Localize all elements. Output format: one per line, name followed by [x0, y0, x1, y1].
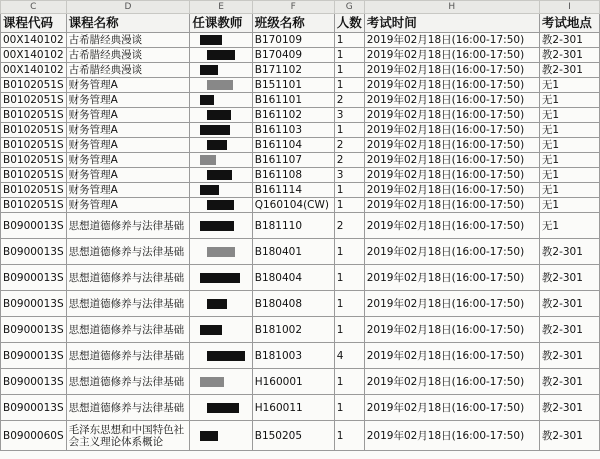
cell-course-name[interactable]: 财务管理A	[66, 198, 190, 213]
cell-student-count[interactable]: 4	[334, 343, 364, 369]
cell-exam-place[interactable]: 无1	[539, 213, 599, 239]
cell-teacher-redacted[interactable]	[190, 421, 252, 451]
table-row	[1, 138, 600, 153]
cell-student-count[interactable]: 1	[334, 63, 364, 78]
cell-exam-place[interactable]: 教2-301	[539, 369, 599, 395]
cell-exam-time[interactable]: 2019年02月18日(16:00-17:50)	[364, 183, 539, 198]
cell-course-code[interactable]: B0900013S	[1, 213, 67, 239]
cell-course-code[interactable]: B0102051S	[1, 138, 67, 153]
column-letter[interactable]: C	[1, 1, 67, 14]
cell-teacher-redacted[interactable]	[190, 168, 252, 183]
redaction-mark	[200, 221, 234, 231]
cell-course-name[interactable]: 财务管理A	[66, 153, 190, 168]
cell-student-count[interactable]: 2	[334, 138, 364, 153]
cell-teacher-redacted[interactable]	[190, 369, 252, 395]
table-row	[1, 48, 600, 63]
cell-class-name[interactable]: B151101	[252, 78, 334, 93]
cell-exam-time[interactable]: 2019年02月18日(16:00-17:50)	[364, 138, 539, 153]
cell-course-code[interactable]: B0900013S	[1, 239, 67, 265]
cell-teacher-redacted[interactable]	[190, 213, 252, 239]
cell-class-name[interactable]: B170109	[252, 33, 334, 48]
cell-exam-time[interactable]: 2019年02月18日(16:00-17:50)	[364, 395, 539, 421]
cell-class-name[interactable]: B161108	[252, 168, 334, 183]
cell-exam-place[interactable]: 教2-301	[539, 421, 599, 451]
redaction-mark	[207, 247, 235, 257]
cell-course-name[interactable]: 财务管理A	[66, 168, 190, 183]
header-class-name[interactable]: 班级名称	[252, 14, 334, 33]
cell-exam-place[interactable]: 无1	[539, 198, 599, 213]
cell-course-name[interactable]: 思想道德修养与法律基础	[66, 239, 190, 265]
table-row	[1, 395, 600, 421]
table-row	[1, 93, 600, 108]
redaction-mark	[200, 155, 216, 165]
cell-student-count[interactable]: 2	[334, 93, 364, 108]
cell-teacher-redacted[interactable]	[190, 48, 252, 63]
redaction-mark	[200, 377, 224, 387]
cell-exam-place[interactable]: 无1	[539, 93, 599, 108]
column-letter[interactable]: E	[190, 1, 252, 14]
cell-exam-place[interactable]: 教2-301	[539, 343, 599, 369]
column-letter[interactable]: D	[66, 1, 190, 14]
cell-teacher-redacted[interactable]	[190, 183, 252, 198]
cell-exam-place[interactable]: 无1	[539, 78, 599, 93]
table-row	[1, 123, 600, 138]
cell-course-name[interactable]: 财务管理A	[66, 123, 190, 138]
cell-teacher-redacted[interactable]	[190, 108, 252, 123]
table-row	[1, 63, 600, 78]
cell-exam-time[interactable]: 2019年02月18日(16:00-17:50)	[364, 123, 539, 138]
cell-class-name[interactable]: B181002	[252, 317, 334, 343]
cell-course-name[interactable]: 思想道德修养与法律基础	[66, 291, 190, 317]
cell-teacher-redacted[interactable]	[190, 395, 252, 421]
table-row	[1, 369, 600, 395]
redaction-mark	[200, 65, 218, 75]
cell-course-code[interactable]: B0102051S	[1, 198, 67, 213]
cell-class-name[interactable]: B150205	[252, 421, 334, 451]
cell-class-name[interactable]: B170409	[252, 48, 334, 63]
cell-exam-time[interactable]: 2019年02月18日(16:00-17:50)	[364, 48, 539, 63]
cell-student-count[interactable]: 1	[334, 395, 364, 421]
table-row	[1, 183, 600, 198]
column-letter-row	[1, 1, 600, 14]
cell-exam-time[interactable]: 2019年02月18日(16:00-17:50)	[364, 78, 539, 93]
cell-course-name[interactable]: 古希腊经典漫谈	[66, 48, 190, 63]
table-row	[1, 421, 600, 451]
cell-course-code[interactable]: B0102051S	[1, 78, 67, 93]
redaction-mark	[207, 403, 239, 413]
cell-teacher-redacted[interactable]	[190, 93, 252, 108]
cell-teacher-redacted[interactable]	[190, 33, 252, 48]
redaction-mark	[200, 325, 222, 335]
cell-class-name[interactable]: B161107	[252, 153, 334, 168]
cell-exam-place[interactable]: 教2-301	[539, 265, 599, 291]
cell-student-count[interactable]: 2	[334, 153, 364, 168]
cell-course-code[interactable]: B0900013S	[1, 343, 67, 369]
cell-course-code[interactable]: B0102051S	[1, 108, 67, 123]
table-row	[1, 291, 600, 317]
cell-exam-place[interactable]: 无1	[539, 108, 599, 123]
cell-student-count[interactable]: 1	[334, 239, 364, 265]
cell-teacher-redacted[interactable]	[190, 317, 252, 343]
header-teacher[interactable]: 任课教师	[190, 14, 252, 33]
redaction-mark	[207, 200, 234, 210]
redaction-mark	[200, 125, 230, 135]
cell-course-name[interactable]: 思想道德修养与法律基础	[66, 265, 190, 291]
cell-exam-place[interactable]: 无1	[539, 183, 599, 198]
cell-teacher-redacted[interactable]	[190, 291, 252, 317]
redaction-mark	[207, 140, 227, 150]
cell-student-count[interactable]: 1	[334, 183, 364, 198]
cell-course-code[interactable]: B0102051S	[1, 153, 67, 168]
cell-exam-time[interactable]: 2019年02月18日(16:00-17:50)	[364, 33, 539, 48]
cell-course-code[interactable]: B0900060S	[1, 421, 67, 451]
cell-exam-place[interactable]: 无1	[539, 123, 599, 138]
redaction-mark	[207, 80, 233, 90]
cell-class-name[interactable]: B180401	[252, 239, 334, 265]
cell-course-name[interactable]: 思想道德修养与法律基础	[66, 369, 190, 395]
cell-course-code[interactable]: B0102051S	[1, 183, 67, 198]
redaction-mark	[200, 431, 218, 441]
cell-exam-place[interactable]: 教2-301	[539, 395, 599, 421]
table-row	[1, 153, 600, 168]
cell-exam-time[interactable]: 2019年02月18日(16:00-17:50)	[364, 265, 539, 291]
cell-course-name[interactable]: 财务管理A	[66, 183, 190, 198]
cell-class-name[interactable]: B161101	[252, 93, 334, 108]
cell-exam-time[interactable]: 2019年02月18日(16:00-17:50)	[364, 369, 539, 395]
cell-student-count[interactable]: 1	[334, 421, 364, 451]
cell-class-name[interactable]: H160001	[252, 369, 334, 395]
cell-course-code[interactable]: 00X140102	[1, 63, 67, 78]
cell-student-count[interactable]: 1	[334, 265, 364, 291]
cell-class-name[interactable]: H160011	[252, 395, 334, 421]
cell-exam-place[interactable]: 无1	[539, 153, 599, 168]
column-letter[interactable]: I	[539, 1, 599, 14]
table-row	[1, 213, 600, 239]
cell-teacher-redacted[interactable]	[190, 78, 252, 93]
cell-course-name[interactable]: 财务管理A	[66, 93, 190, 108]
cell-teacher-redacted[interactable]	[190, 138, 252, 153]
table-row	[1, 239, 600, 265]
cell-course-code[interactable]: B0102051S	[1, 168, 67, 183]
cell-class-name[interactable]: B181003	[252, 343, 334, 369]
cell-course-code[interactable]: 00X140102	[1, 33, 67, 48]
cell-course-code[interactable]: B0900013S	[1, 395, 67, 421]
cell-course-code[interactable]: B0900013S	[1, 369, 67, 395]
table-row	[1, 265, 600, 291]
cell-course-code[interactable]: B0900013S	[1, 291, 67, 317]
cell-course-name[interactable]: 财务管理A	[66, 78, 190, 93]
cell-exam-time[interactable]: 2019年02月18日(16:00-17:50)	[364, 213, 539, 239]
cell-exam-time[interactable]: 2019年02月18日(16:00-17:50)	[364, 93, 539, 108]
cell-course-name[interactable]: 思想道德修养与法律基础	[66, 395, 190, 421]
cell-class-name[interactable]: B161103	[252, 123, 334, 138]
header-exam-place[interactable]: 考试地点	[539, 14, 599, 33]
cell-teacher-redacted[interactable]	[190, 198, 252, 213]
cell-exam-time[interactable]: 2019年02月18日(16:00-17:50)	[364, 108, 539, 123]
redaction-mark	[207, 351, 245, 361]
redaction-mark	[207, 299, 227, 309]
header-student-count[interactable]: 人数	[334, 14, 364, 33]
cell-class-name[interactable]: Q160104(CW)	[252, 198, 334, 213]
cell-class-name[interactable]: B181110	[252, 213, 334, 239]
cell-student-count[interactable]: 3	[334, 108, 364, 123]
header-exam-time[interactable]: 考试时间	[364, 14, 539, 33]
cell-course-code[interactable]: B0900013S	[1, 265, 67, 291]
cell-course-name[interactable]: 思想道德修养与法律基础	[66, 317, 190, 343]
cell-exam-time[interactable]: 2019年02月18日(16:00-17:50)	[364, 421, 539, 451]
column-letter[interactable]: F	[252, 1, 334, 14]
cell-exam-place[interactable]: 教2-301	[539, 48, 599, 63]
redaction-mark	[207, 110, 231, 120]
cell-exam-time[interactable]: 2019年02月18日(16:00-17:50)	[364, 153, 539, 168]
cell-teacher-redacted[interactable]	[190, 123, 252, 138]
cell-exam-place[interactable]: 教2-301	[539, 63, 599, 78]
cell-student-count[interactable]: 1	[334, 48, 364, 63]
table-row	[1, 108, 600, 123]
header-course-code[interactable]: 课程代码	[1, 14, 67, 33]
cell-student-count[interactable]: 1	[334, 369, 364, 395]
cell-exam-time[interactable]: 2019年02月18日(16:00-17:50)	[364, 291, 539, 317]
cell-course-code[interactable]: B0102051S	[1, 93, 67, 108]
cell-course-name[interactable]: 毛泽东思想和中国特色社会主义理论体系概论	[66, 421, 190, 451]
column-letter[interactable]: G	[334, 1, 364, 14]
header-row	[1, 14, 600, 33]
table-row	[1, 33, 600, 48]
cell-class-name[interactable]: B161102	[252, 108, 334, 123]
cell-exam-place[interactable]: 教2-301	[539, 291, 599, 317]
cell-course-name[interactable]: 思想道德修养与法律基础	[66, 213, 190, 239]
cell-exam-place[interactable]: 教2-301	[539, 33, 599, 48]
cell-student-count[interactable]: 1	[334, 123, 364, 138]
cell-exam-time[interactable]: 2019年02月18日(16:00-17:50)	[364, 239, 539, 265]
cell-class-name[interactable]: B161104	[252, 138, 334, 153]
cell-exam-place[interactable]: 教2-301	[539, 317, 599, 343]
cell-course-code[interactable]: B0102051S	[1, 123, 67, 138]
table-row	[1, 198, 600, 213]
cell-exam-place[interactable]: 教2-301	[539, 239, 599, 265]
cell-class-name[interactable]: B161114	[252, 183, 334, 198]
cell-student-count[interactable]: 3	[334, 168, 364, 183]
cell-student-count[interactable]: 2	[334, 213, 364, 239]
table-row	[1, 317, 600, 343]
cell-exam-time[interactable]: 2019年02月18日(16:00-17:50)	[364, 343, 539, 369]
cell-teacher-redacted[interactable]	[190, 239, 252, 265]
cell-course-name[interactable]: 财务管理A	[66, 108, 190, 123]
cell-teacher-redacted[interactable]	[190, 343, 252, 369]
cell-student-count[interactable]: 1	[334, 317, 364, 343]
cell-student-count[interactable]: 1	[334, 198, 364, 213]
cell-exam-time[interactable]: 2019年02月18日(16:00-17:50)	[364, 317, 539, 343]
cell-course-name[interactable]: 古希腊经典漫谈	[66, 63, 190, 78]
cell-course-name[interactable]: 财务管理A	[66, 138, 190, 153]
table-row	[1, 168, 600, 183]
cell-exam-time[interactable]: 2019年02月18日(16:00-17:50)	[364, 198, 539, 213]
cell-course-name[interactable]: 思想道德修养与法律基础	[66, 343, 190, 369]
redaction-mark	[200, 35, 222, 45]
redaction-mark	[200, 95, 214, 105]
cell-class-name[interactable]: B171102	[252, 63, 334, 78]
cell-teacher-redacted[interactable]	[190, 153, 252, 168]
cell-teacher-redacted[interactable]	[190, 63, 252, 78]
table-row	[1, 78, 600, 93]
cell-exam-place[interactable]: 无1	[539, 138, 599, 153]
cell-class-name[interactable]: B180408	[252, 291, 334, 317]
header-course-name[interactable]: 课程名称	[66, 14, 190, 33]
cell-teacher-redacted[interactable]	[190, 265, 252, 291]
cell-class-name[interactable]: B180404	[252, 265, 334, 291]
table-row	[1, 343, 600, 369]
column-letter[interactable]: H	[364, 1, 539, 14]
cell-student-count[interactable]: 1	[334, 78, 364, 93]
cell-course-code[interactable]: 00X140102	[1, 48, 67, 63]
cell-exam-place[interactable]: 无1	[539, 168, 599, 183]
cell-student-count[interactable]: 1	[334, 33, 364, 48]
redaction-mark	[200, 185, 219, 195]
redaction-mark	[207, 170, 232, 180]
cell-exam-time[interactable]: 2019年02月18日(16:00-17:50)	[364, 168, 539, 183]
redaction-mark	[207, 50, 235, 60]
cell-exam-time[interactable]: 2019年02月18日(16:00-17:50)	[364, 63, 539, 78]
cell-student-count[interactable]: 1	[334, 291, 364, 317]
redaction-mark	[200, 273, 240, 283]
cell-course-code[interactable]: B0900013S	[1, 317, 67, 343]
cell-course-name[interactable]: 古希腊经典漫谈	[66, 33, 190, 48]
